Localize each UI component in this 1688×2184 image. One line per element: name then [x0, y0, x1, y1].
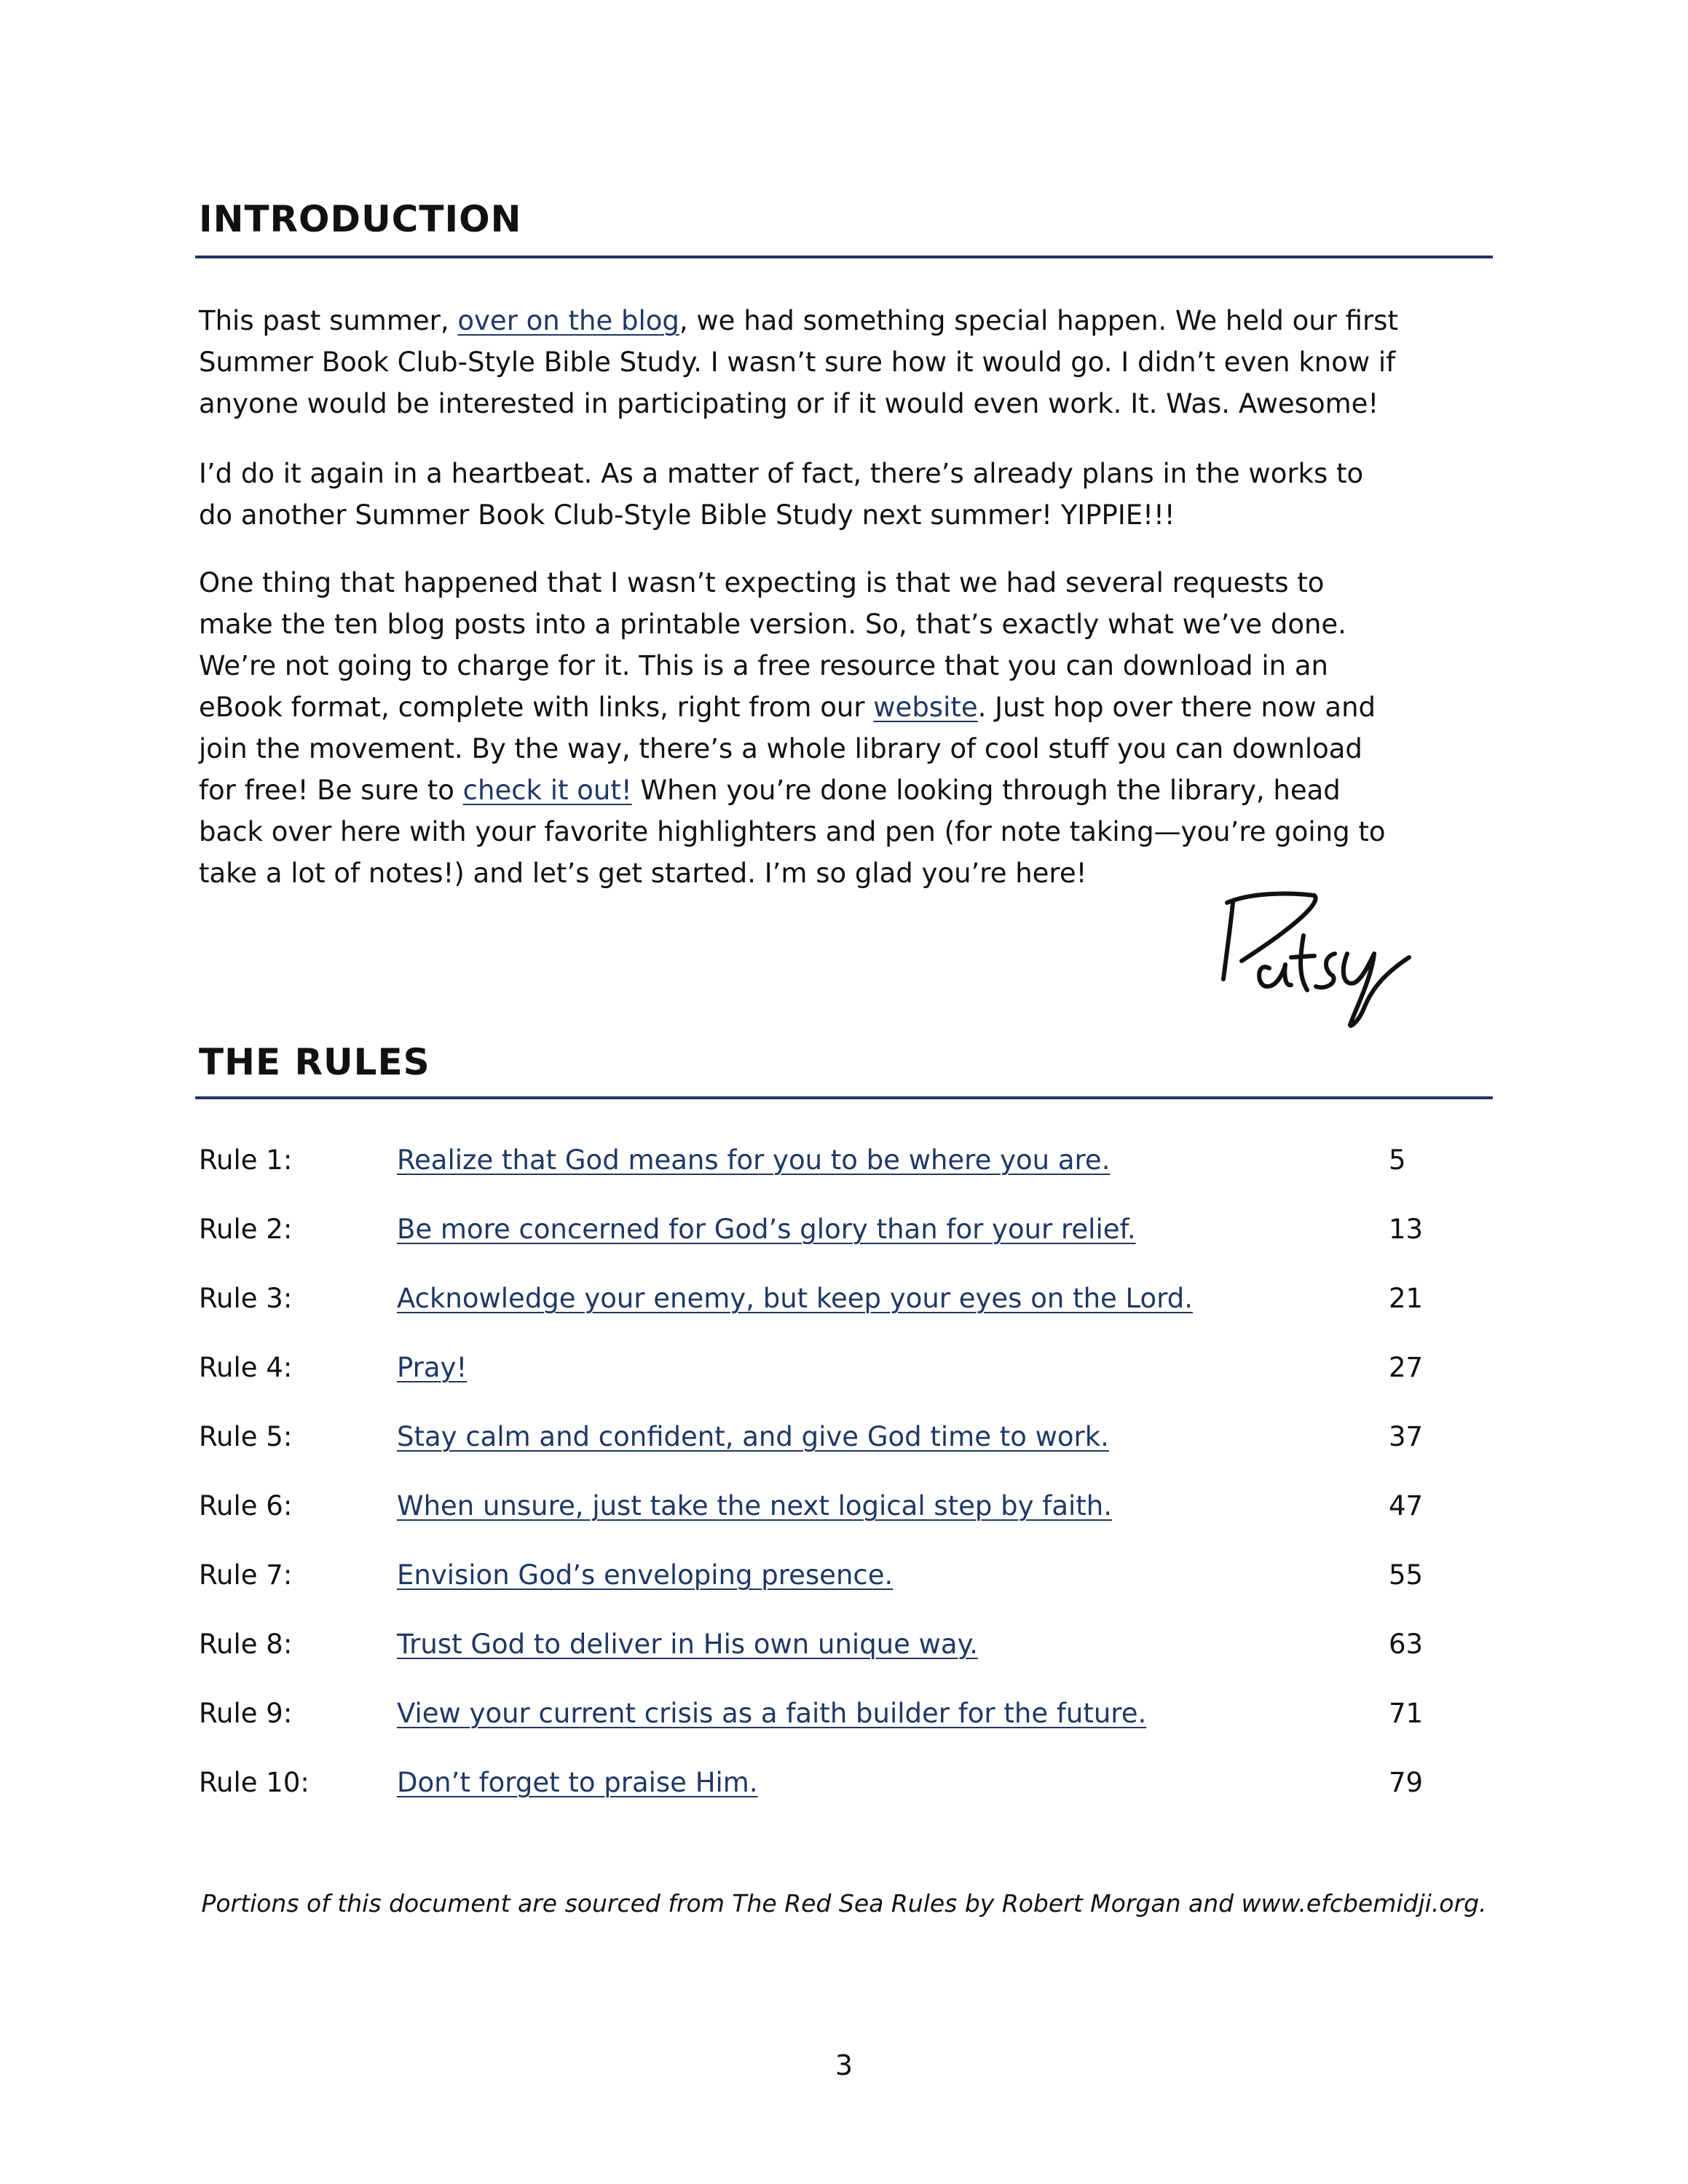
text-segment: Summer Book Club-Style Bible Study. I wasn’t sure how it would go. I didn’t even know if: [199, 347, 1396, 378]
paragraph-line: [199, 769, 1386, 811]
rule-row: [199, 1416, 1495, 1485]
text-segment: We’re not going to charge for it. This is a free resource that you can download in an: [199, 650, 1329, 681]
rule-page-number: 37: [1389, 1421, 1424, 1452]
source-note: Portions of this document are sourced from The Red Sea Rules by Robert Morgan and www.efcbemidji.org.: [201, 1889, 1487, 1918]
rule-page-number: 5: [1389, 1144, 1406, 1176]
signature: [1205, 885, 1416, 1030]
text-segment: for free! Be sure to: [199, 775, 463, 806]
rule-row: [199, 1278, 1495, 1347]
rule-row: [199, 1623, 1495, 1693]
text-segment: . Just hop over there now and: [977, 692, 1376, 723]
rule-page-number: 13: [1389, 1214, 1424, 1245]
rule-page-number: 71: [1389, 1698, 1424, 1729]
rule-label: Rule 8:: [199, 1629, 293, 1660]
rule-row: [199, 1139, 1495, 1208]
paragraph-line: [199, 604, 1386, 645]
text-segment: take a lot of notes!) and let’s get started. I’m so glad you’re here!: [199, 858, 1087, 889]
rule-link[interactable]: Acknowledge your enemy, but keep your eyes on the Lord.: [397, 1283, 1193, 1314]
rule-label: Rule 9:: [199, 1698, 293, 1729]
rule-page-number: 63: [1389, 1629, 1424, 1660]
rule-row: [199, 1554, 1495, 1623]
rule-label: Rule 10:: [199, 1767, 309, 1798]
rule-page-number: 47: [1389, 1490, 1424, 1522]
rule-page-number: 27: [1389, 1352, 1424, 1383]
inline-link[interactable]: over on the blog: [457, 305, 679, 336]
rule-label: Rule 7:: [199, 1559, 293, 1591]
rule-label: Rule 2:: [199, 1214, 293, 1245]
rule-page-number: 55: [1389, 1559, 1424, 1591]
intro-paragraph: [199, 562, 1386, 894]
rule-link[interactable]: View your current crisis as a faith builder for the future.: [397, 1698, 1147, 1729]
text-segment: anyone would be interested in participating or if it would even work. It. Was. Awesome!: [199, 388, 1379, 419]
rule-link[interactable]: Stay calm and confident, and give God time to work.: [397, 1421, 1109, 1452]
inline-link[interactable]: website: [873, 692, 978, 723]
rule-link[interactable]: Pray!: [397, 1352, 468, 1383]
rule-link[interactable]: Realize that God means for you to be where you are.: [397, 1144, 1111, 1176]
paragraph-line: [199, 494, 1363, 536]
text-segment: This past summer,: [199, 305, 458, 336]
text-segment: One thing that happened that I wasn’t expecting is that we had several requests to: [199, 567, 1325, 598]
paragraph-line: [199, 300, 1398, 341]
rule-label: Rule 6:: [199, 1490, 293, 1522]
the-rules-heading: THE RULES: [199, 1041, 430, 1083]
text-segment: back over here with your favorite highlighters and pen (for note taking—you’re going to: [199, 816, 1386, 847]
text-segment: , we had something special happen. We held our first: [679, 305, 1398, 336]
text-segment: join the movement. By the way, there’s a whole library of cool stuff you can download: [199, 733, 1362, 764]
paragraph-line: [199, 383, 1398, 424]
rule-row: [199, 1347, 1495, 1416]
rule-label: Rule 1:: [199, 1144, 293, 1176]
text-segment: When you’re done looking through the library, head: [631, 775, 1341, 806]
heading-divider: [195, 256, 1493, 258]
introduction-heading: INTRODUCTION: [199, 198, 522, 240]
rule-row: [199, 1208, 1495, 1278]
rule-link[interactable]: Be more concerned for God’s glory than for your relief.: [397, 1214, 1136, 1245]
text-segment: eBook format, complete with links, right from our: [199, 692, 874, 723]
paragraph-line: [199, 645, 1386, 687]
rule-label: Rule 5:: [199, 1421, 293, 1452]
rule-row: [199, 1693, 1495, 1762]
text-segment: do another Summer Book Club-Style Bible Study next summer! YIPPIE!!!: [199, 499, 1175, 531]
rule-row: [199, 1762, 1495, 1831]
rule-label: Rule 4:: [199, 1352, 293, 1383]
paragraph-line: [199, 728, 1386, 769]
rules-list: [199, 1139, 1495, 1831]
paragraph-line: [199, 453, 1363, 494]
paragraph-line: [199, 687, 1386, 728]
rule-link[interactable]: Trust God to deliver in His own unique way.: [397, 1629, 978, 1660]
rule-label: Rule 3:: [199, 1283, 293, 1314]
page-number: 3: [835, 2049, 853, 2081]
rule-link[interactable]: When unsure, just take the next logical step by faith.: [397, 1490, 1112, 1522]
text-segment: make the ten blog posts into a printable version. So, that’s exactly what we’ve done.: [199, 609, 1346, 640]
inline-link[interactable]: check it out!: [462, 775, 632, 806]
intro-paragraph: [199, 453, 1363, 536]
rule-link[interactable]: Don’t forget to praise Him.: [397, 1767, 758, 1798]
paragraph-line: [199, 562, 1386, 604]
rule-row: [199, 1485, 1495, 1554]
paragraph-line: [199, 811, 1386, 852]
intro-paragraph: [199, 300, 1398, 424]
paragraph-line: [199, 341, 1398, 383]
rule-page-number: 21: [1389, 1283, 1424, 1314]
text-segment: I’d do it again in a heartbeat. As a matter of fact, there’s already plans in the works to: [199, 458, 1364, 489]
rules-divider: [195, 1096, 1493, 1099]
rule-link[interactable]: Envision God’s enveloping presence.: [397, 1559, 894, 1591]
rule-page-number: 79: [1389, 1767, 1424, 1798]
